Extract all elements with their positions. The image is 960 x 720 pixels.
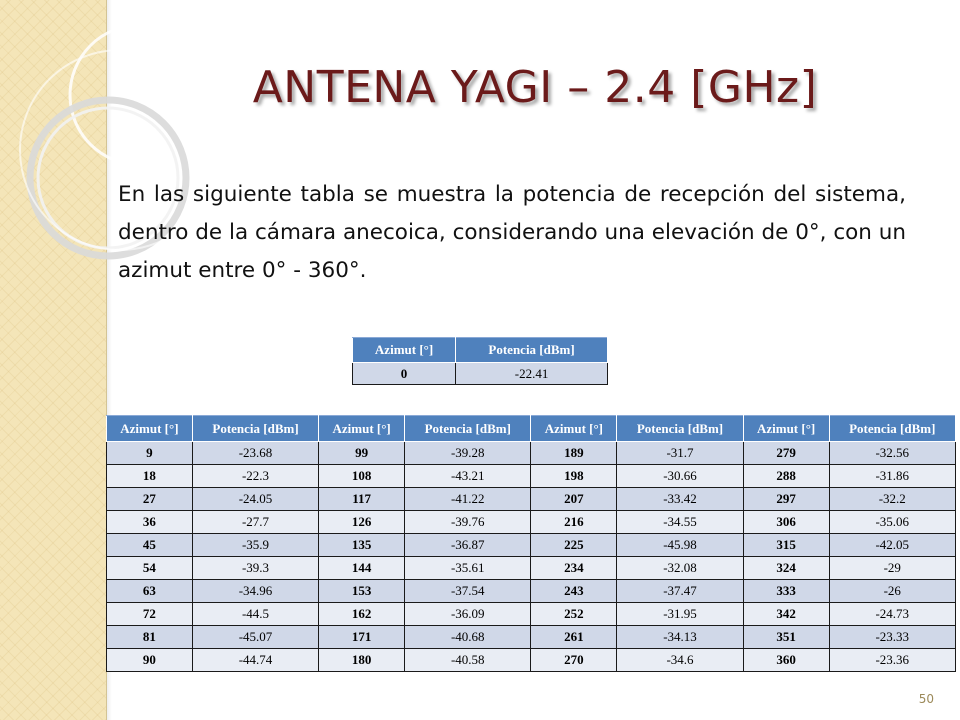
power-cell: -31.7 (617, 442, 743, 465)
power-cell: -45.98 (617, 534, 743, 557)
power-cell: -29 (829, 557, 955, 580)
azimuth-cell: 81 (107, 626, 193, 649)
power-cell: -41.22 (405, 488, 531, 511)
power-cell: -34.96 (192, 580, 318, 603)
table-header-row (107, 416, 956, 442)
azimuth-cell: 207 (531, 488, 617, 511)
azimuth-cell: 189 (531, 442, 617, 465)
table-row (107, 557, 956, 580)
azimuth-cell: 324 (743, 557, 829, 580)
azimuth-cell: 261 (531, 626, 617, 649)
azimuth-cell: 171 (319, 626, 405, 649)
power-cell: -36.09 (405, 603, 531, 626)
power-cell: -37.47 (617, 580, 743, 603)
azimuth-cell: 225 (531, 534, 617, 557)
azimuth-cell: 342 (743, 603, 829, 626)
azimuth-cell: 9 (107, 442, 193, 465)
azimuth-cell: 126 (319, 511, 405, 534)
azimuth-cell: 45 (107, 534, 193, 557)
azimuth-cell: 72 (107, 603, 193, 626)
power-cell: -32.56 (829, 442, 955, 465)
column-header: Potencia [dBm] (405, 416, 531, 442)
azimuth-cell: 198 (531, 465, 617, 488)
power-cell: -39.76 (405, 511, 531, 534)
power-cell: -35.61 (405, 557, 531, 580)
power-cell: -27.7 (192, 511, 318, 534)
power-cell: -22.3 (192, 465, 318, 488)
azimuth-cell: 54 (107, 557, 193, 580)
column-header: Azimut [°] (531, 416, 617, 442)
power-cell: -26 (829, 580, 955, 603)
power-cell: -30.66 (617, 465, 743, 488)
power-cell: -36.87 (405, 534, 531, 557)
azimuth-cell: 288 (743, 465, 829, 488)
azimuth-cell: 216 (531, 511, 617, 534)
column-header: Potencia [dBm] (456, 338, 608, 363)
power-cell: -44.5 (192, 603, 318, 626)
power-cell: -44.74 (192, 649, 318, 672)
power-cell: -34.13 (617, 626, 743, 649)
table-header-row (353, 338, 608, 363)
azimuth-zero-table (352, 337, 608, 385)
azimuth-cell: 99 (319, 442, 405, 465)
azimuth-cell: 252 (531, 603, 617, 626)
azimuth-cell: 135 (319, 534, 405, 557)
azimuth-cell: 0 (353, 363, 456, 385)
power-cell: -35.9 (192, 534, 318, 557)
power-cell: -32.08 (617, 557, 743, 580)
column-header: Azimut [°] (353, 338, 456, 363)
column-header: Potencia [dBm] (617, 416, 743, 442)
column-header: Potencia [dBm] (192, 416, 318, 442)
table-row (107, 534, 956, 557)
table-row (107, 580, 956, 603)
power-cell: -23.68 (192, 442, 318, 465)
power-cell: -24.05 (192, 488, 318, 511)
azimuth-cell: 27 (107, 488, 193, 511)
azimuth-cell: 243 (531, 580, 617, 603)
azimuth-cell: 90 (107, 649, 193, 672)
power-cell: -43.21 (405, 465, 531, 488)
power-cell: -40.58 (405, 649, 531, 672)
power-cell: -35.06 (829, 511, 955, 534)
power-cell: -37.54 (405, 580, 531, 603)
power-cell: -39.3 (192, 557, 318, 580)
azimuth-cell: 63 (107, 580, 193, 603)
azimuth-cell: 234 (531, 557, 617, 580)
page-number: 50 (918, 692, 934, 706)
azimuth-cell: 153 (319, 580, 405, 603)
azimuth-cell: 36 (107, 511, 193, 534)
azimuth-cell: 360 (743, 649, 829, 672)
power-cell: -23.36 (829, 649, 955, 672)
azimuth-cell: 270 (531, 649, 617, 672)
power-cell: -23.33 (829, 626, 955, 649)
azimuth-cell: 180 (319, 649, 405, 672)
column-header: Azimut [°] (319, 416, 405, 442)
power-cell: -34.55 (617, 511, 743, 534)
azimuth-cell: 108 (319, 465, 405, 488)
power-cell: -31.95 (617, 603, 743, 626)
power-cell: -24.73 (829, 603, 955, 626)
power-cell: -40.68 (405, 626, 531, 649)
power-cell: -33.42 (617, 488, 743, 511)
intro-paragraph: En las siguiente tabla se muestra la potencia de recepción del sistema, dentro de la cámara anecoica, considerando una elevación de 0°, con un azimut entre 0° - 360°. (118, 182, 907, 283)
table-row (107, 603, 956, 626)
column-header: Potencia [dBm] (829, 416, 955, 442)
table-row (107, 465, 956, 488)
power-cell: -39.28 (405, 442, 531, 465)
azimuth-cell: 162 (319, 603, 405, 626)
power-cell: -31.86 (829, 465, 955, 488)
azimuth-power-table (106, 415, 956, 672)
column-header: Azimut [°] (743, 416, 829, 442)
table-row (107, 626, 956, 649)
azimuth-cell: 315 (743, 534, 829, 557)
slide-title: ANTENA YAGI – 2.4 [GHz] (252, 62, 818, 113)
power-cell: -34.6 (617, 649, 743, 672)
power-cell: -22.41 (456, 363, 608, 385)
azimuth-cell: 351 (743, 626, 829, 649)
azimuth-cell: 333 (743, 580, 829, 603)
azimuth-cell: 144 (319, 557, 405, 580)
azimuth-cell: 297 (743, 488, 829, 511)
azimuth-cell: 306 (743, 511, 829, 534)
column-header: Azimut [°] (107, 416, 193, 442)
table-row (107, 442, 956, 465)
power-cell: -42.05 (829, 534, 955, 557)
power-cell: -45.07 (192, 626, 318, 649)
power-cell: -32.2 (829, 488, 955, 511)
table-row (353, 363, 608, 385)
azimuth-cell: 117 (319, 488, 405, 511)
table-row (107, 649, 956, 672)
azimuth-cell: 18 (107, 465, 193, 488)
azimuth-cell: 279 (743, 442, 829, 465)
table-row (107, 511, 956, 534)
table-row (107, 488, 956, 511)
